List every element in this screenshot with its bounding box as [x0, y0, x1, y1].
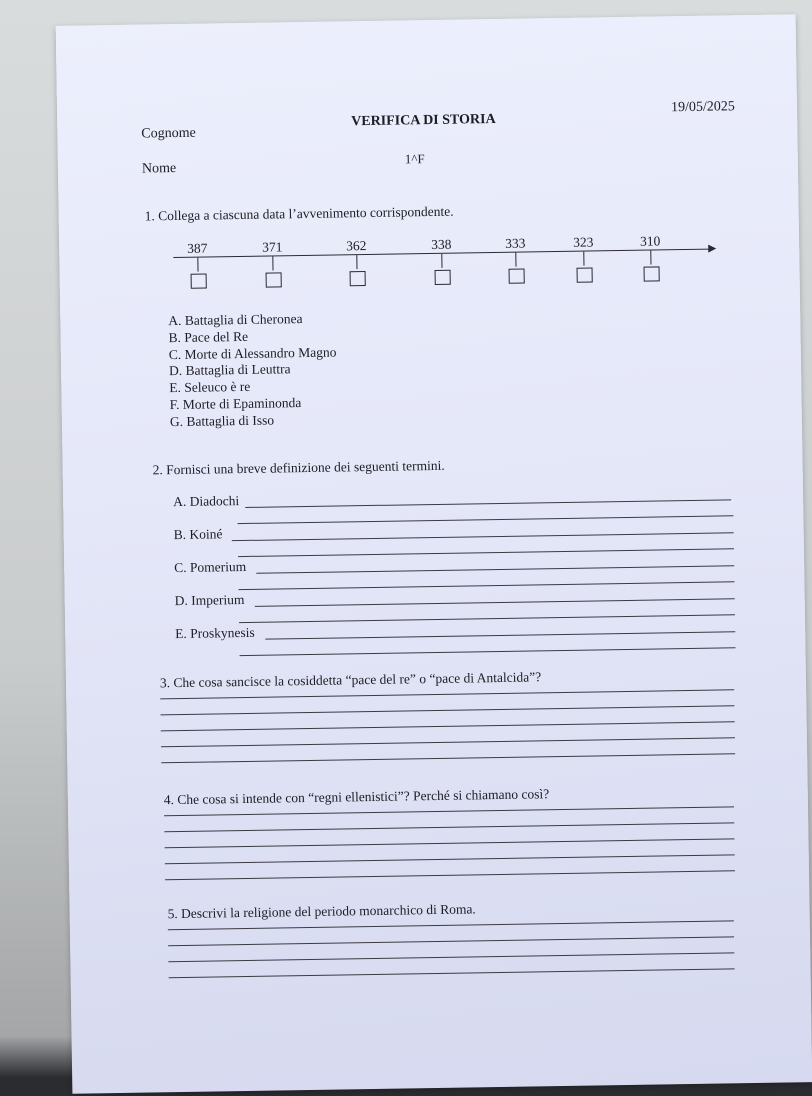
answer-line[interactable] — [239, 581, 735, 590]
term-label: D. Imperium — [174, 591, 245, 609]
answer-line[interactable] — [160, 705, 734, 715]
timeline-tick — [441, 254, 442, 268]
answer-line[interactable] — [161, 737, 735, 747]
timeline-year: 323 — [573, 234, 594, 250]
answer-box[interactable] — [266, 272, 282, 287]
class-label: 1^F — [404, 151, 425, 167]
answer-box[interactable] — [435, 270, 451, 285]
event-option: D. Battaglia di Leuttra — [168, 361, 291, 379]
answer-line[interactable] — [161, 721, 735, 731]
exam-date: 19/05/2025 — [670, 99, 735, 116]
timeline-tick — [272, 256, 273, 270]
event-option: F. Morte di Epaminonda — [169, 395, 302, 413]
answer-line[interactable] — [168, 952, 734, 962]
timeline-tick — [583, 252, 584, 266]
timeline-year: 333 — [505, 235, 526, 251]
answer-box[interactable] — [644, 266, 660, 281]
answer-line[interactable] — [165, 838, 735, 848]
timeline-tick — [356, 255, 357, 269]
term-label: A. Diadochi — [173, 493, 240, 510]
timeline-year: 371 — [262, 239, 283, 255]
answer-box[interactable] — [509, 269, 525, 284]
answer-line[interactable] — [240, 647, 736, 656]
event-options-list — [168, 311, 337, 431]
timeline-year: 362 — [346, 238, 367, 254]
answer-line[interactable] — [169, 968, 735, 978]
name-label: Nome — [141, 161, 177, 177]
event-option: C. Morte di Alessandro Magno — [168, 344, 337, 362]
answer-line[interactable] — [168, 936, 734, 946]
timeline-year: 338 — [431, 236, 452, 253]
event-option: E. Seleuco è re — [169, 379, 251, 396]
event-option: B. Pace del Re — [168, 328, 249, 345]
question-4-prompt: 4. Che cosa si intende con “regni ellenistici”? Perché si chiamano così? — [163, 786, 550, 808]
term-label: C. Pomerium — [174, 558, 247, 576]
answer-line[interactable] — [160, 689, 734, 699]
answer-line[interactable] — [165, 854, 735, 864]
answer-box[interactable] — [191, 274, 207, 289]
answer-box[interactable] — [577, 267, 593, 282]
question-3-prompt: 3. Che cosa sancisce la cosiddetta “pace del re” o “pace di Antalcida”? — [159, 669, 542, 691]
answer-line[interactable] — [165, 870, 735, 880]
answer-line[interactable] — [237, 515, 733, 524]
timeline-tick — [650, 251, 651, 265]
answer-line[interactable] — [168, 920, 734, 930]
term-label: B. Koiné — [173, 526, 223, 543]
timeline-arrow — [708, 245, 716, 253]
answer-line[interactable] — [245, 499, 731, 508]
event-option: G. Battaglia di Isso — [169, 412, 275, 429]
term-label: E. Proskynesis — [175, 624, 255, 642]
answer-line[interactable] — [164, 806, 734, 816]
answer-box[interactable] — [350, 271, 366, 286]
timeline-tick — [197, 258, 198, 272]
answer-line[interactable] — [164, 822, 734, 832]
question-5-prompt: 5. Descrivi la religione del periodo monarchico di Roma. — [167, 901, 476, 922]
exam-sheet — [56, 14, 812, 1093]
answer-line[interactable] — [161, 753, 735, 763]
exam-title: VERIFICA DI STORIA — [351, 111, 496, 130]
event-option: A. Battaglia di Cheronea — [168, 311, 303, 329]
timeline-year: 310 — [639, 233, 661, 249]
answer-line[interactable] — [239, 614, 735, 623]
answer-line[interactable] — [255, 598, 735, 607]
question-1-prompt: 1. Collega a ciascuna data l’avvenimento corrispondente. — [144, 203, 454, 224]
answer-line[interactable] — [256, 565, 734, 574]
timeline-tick — [515, 253, 516, 267]
answer-line[interactable] — [238, 548, 734, 557]
surname-label: Cognome — [141, 125, 196, 142]
answer-line[interactable] — [232, 532, 734, 541]
timeline-year: 387 — [187, 240, 208, 256]
question-2-prompt: 2. Fornisci una breve definizione dei seguenti termini. — [152, 457, 445, 478]
answer-line[interactable] — [265, 631, 735, 639]
